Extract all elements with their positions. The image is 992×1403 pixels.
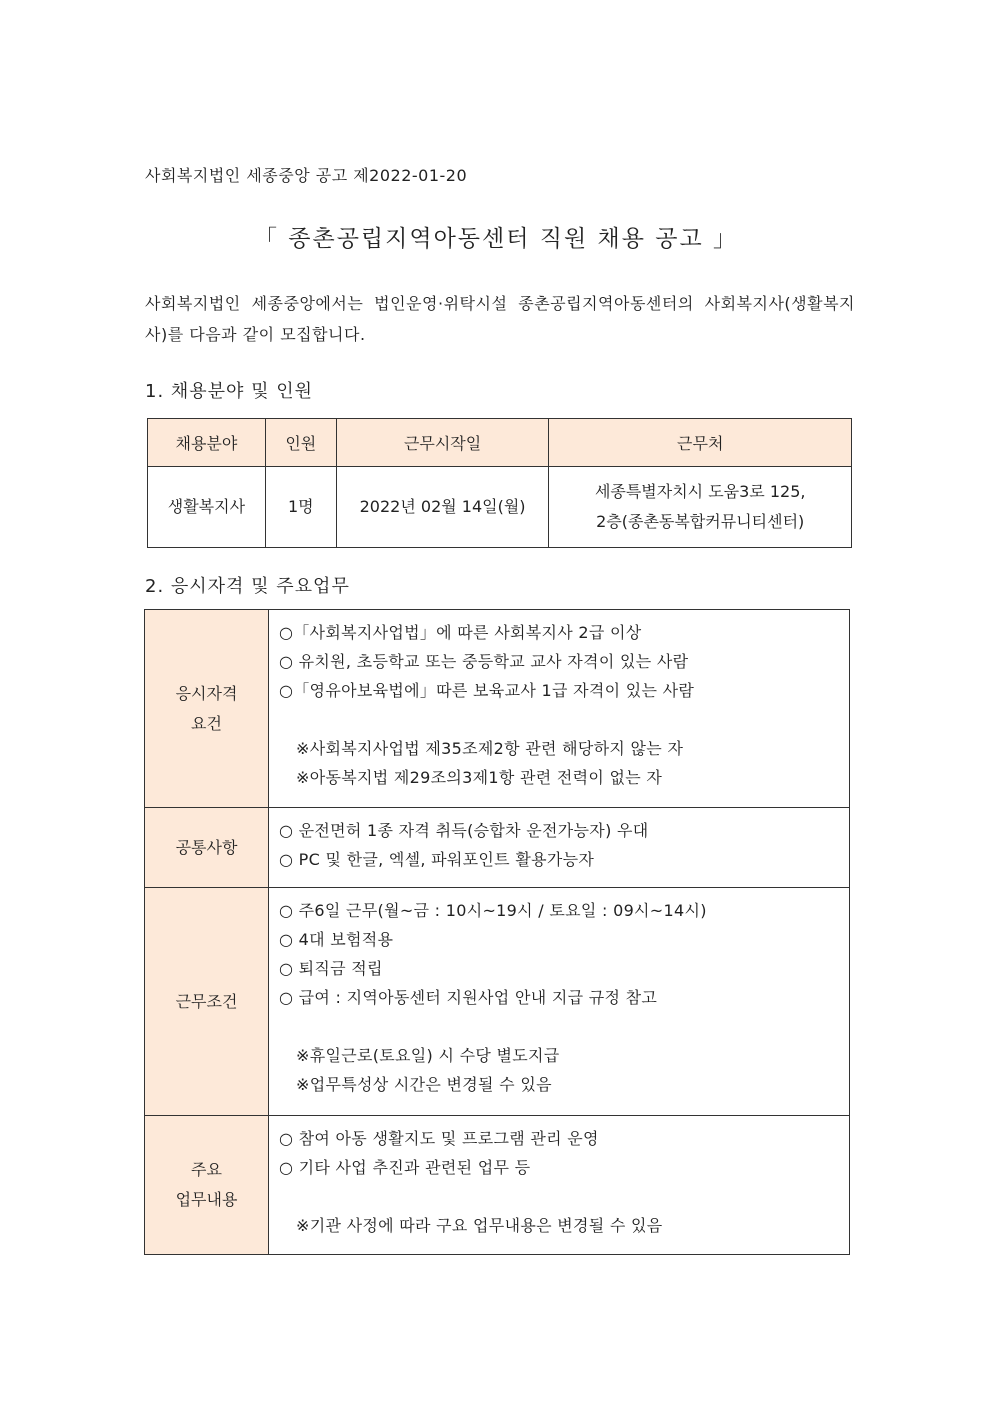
table-row xyxy=(145,610,850,808)
section-heading-requirements: 2. 응시자격 및 주요업무 xyxy=(145,576,350,597)
row-content xyxy=(269,808,850,888)
row-label: 공통사항 xyxy=(145,808,269,888)
list-item: ○「사회복지사업법」에 따른 사회복지사 2급 이상 xyxy=(279,623,642,642)
cell-field: 생활복지사 xyxy=(148,467,266,548)
table-row xyxy=(145,808,850,888)
cell-start-date: 2022년 02월 14일(월) xyxy=(336,467,549,548)
note-item: ※업무특성상 시간은 변경될 수 있음 xyxy=(296,1075,552,1094)
row-label: 근무조건 xyxy=(145,888,269,1116)
section-heading-recruitment: 1. 채용분야 및 인원 xyxy=(145,381,314,402)
row-content xyxy=(269,888,850,1116)
note-item: ※휴일근로(토요일) 시 수당 별도지급 xyxy=(296,1046,560,1065)
requirements-table xyxy=(144,609,850,1255)
location-line-1: 세종특별자치시 도움3로 125, xyxy=(594,482,806,501)
list-item: ○ 기타 사업 추진과 관련된 업무 등 xyxy=(279,1158,531,1177)
list-item: ○ PC 및 한글, 엑셀, 파워포인트 활용가능자 xyxy=(279,850,595,869)
table-row xyxy=(148,467,852,548)
list-item: ○「영유아보육법에」따른 보육교사 1급 자격이 있는 사람 xyxy=(279,681,695,700)
notice-number: 사회복지법인 세종중앙 공고 제2022-01-20 xyxy=(145,166,468,185)
list-item: ○ 급여 : 지역아동센터 지원사업 안내 지급 규정 참고 xyxy=(279,988,658,1007)
header-start-date: 근무시작일 xyxy=(336,419,549,467)
location-line-2: 2층(종촌동복합커뮤니티센터) xyxy=(596,512,805,531)
list-item: ○ 운전면허 1종 자격 취득(승합차 운전가능자) 우대 xyxy=(279,821,649,840)
table-row xyxy=(145,888,850,1116)
row-label: 응시자격 요건 xyxy=(145,610,269,808)
list-item: ○ 참여 아동 생활지도 및 프로그램 관리 운영 xyxy=(279,1129,599,1148)
note-item: ※아동복지법 제29조의3제1항 관련 전력이 없는 자 xyxy=(296,768,663,787)
list-item: ○ 주6일 근무(월~금 : 10시~19시 / 토요일 : 09시~14시) xyxy=(279,901,707,920)
table-header-row xyxy=(148,419,852,467)
header-location: 근무처 xyxy=(549,419,852,467)
row-content xyxy=(269,1116,850,1255)
cell-location xyxy=(549,467,852,548)
table-row xyxy=(145,1116,850,1255)
list-item: ○ 퇴직금 적립 xyxy=(279,959,383,978)
row-label: 주요 업무내용 xyxy=(145,1116,269,1255)
note-item: ※사회복지사업법 제35조제2항 관련 해당하지 않는 자 xyxy=(296,739,684,758)
header-field: 채용분야 xyxy=(148,419,266,467)
intro-paragraph: 사회복지법인 세종중앙에서는 법인운영·위탁시설 종촌공립지역아동센터의 사회복지사(생활복지사)를 다음과 같이 모집합니다. xyxy=(145,294,855,344)
header-count: 인원 xyxy=(265,419,336,467)
list-item: ○ 유치원, 초등학교 또는 중등학교 교사 자격이 있는 사람 xyxy=(279,652,689,671)
recruitment-table xyxy=(147,418,852,548)
cell-count: 1명 xyxy=(265,467,336,548)
row-content xyxy=(269,610,850,808)
note-item: ※기관 사정에 따라 구요 업무내용은 변경될 수 있음 xyxy=(296,1216,663,1235)
page-title: 「 종촌공립지역아동센터 직원 채용 공고 」 xyxy=(253,226,739,252)
list-item: ○ 4대 보험적용 xyxy=(279,930,394,949)
